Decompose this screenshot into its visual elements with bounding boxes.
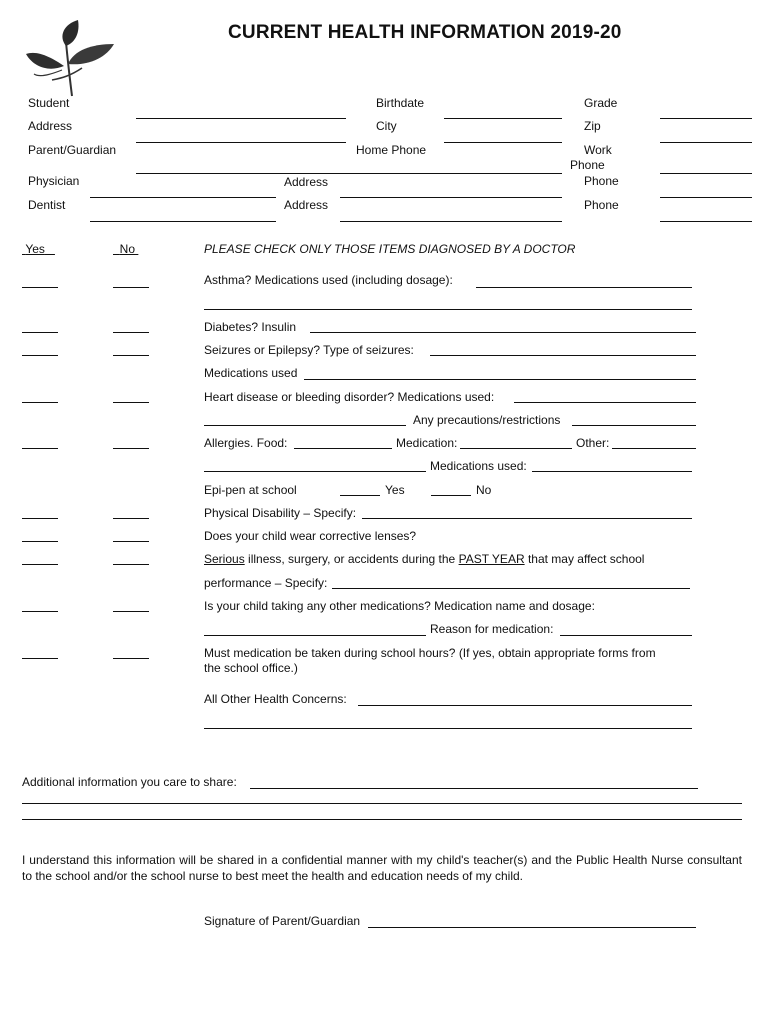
insulin-line[interactable] bbox=[310, 332, 696, 333]
allergy-food-line[interactable] bbox=[294, 448, 392, 449]
heart-meds-line[interactable] bbox=[514, 402, 696, 403]
allergy-line-2[interactable] bbox=[204, 471, 426, 472]
work-phone-label-1: Work bbox=[584, 143, 612, 157]
other-meds-label: Is your child taking any other medications? Medication name and dosage: bbox=[204, 599, 595, 613]
seizure-type-line[interactable] bbox=[430, 355, 696, 356]
allergies-yes[interactable] bbox=[22, 448, 58, 449]
parent-line[interactable] bbox=[136, 173, 562, 174]
epipen-yes-line[interactable] bbox=[340, 495, 380, 496]
allergy-meds-used-label: Medications used: bbox=[430, 459, 527, 473]
school-hours-yes[interactable] bbox=[22, 658, 58, 659]
other-meds-no[interactable] bbox=[113, 611, 149, 612]
performance-line[interactable] bbox=[332, 588, 690, 589]
grade-label: Grade bbox=[584, 96, 618, 110]
dentist-phone-line[interactable] bbox=[660, 221, 752, 222]
seizures-label: Seizures or Epilepsy? Type of seizures: bbox=[204, 343, 414, 357]
parent-label: Parent/Guardian bbox=[28, 143, 117, 157]
other-meds-yes[interactable] bbox=[22, 611, 58, 612]
school-hours-no[interactable] bbox=[113, 658, 149, 659]
epipen-no-line[interactable] bbox=[431, 495, 471, 496]
other-concerns-label: All Other Health Concerns: bbox=[204, 692, 347, 706]
work-phone-label-2: Phone bbox=[570, 158, 605, 172]
seizure-meds-line[interactable] bbox=[304, 379, 696, 380]
lenses-no[interactable] bbox=[113, 541, 149, 542]
precautions-label: Any precautions/restrictions bbox=[413, 413, 561, 427]
physical-no[interactable] bbox=[113, 518, 149, 519]
physician-phone-line[interactable] bbox=[660, 197, 752, 198]
birthdate-label: Birthdate bbox=[376, 96, 425, 110]
leaf-sprout-icon bbox=[22, 18, 118, 98]
allergy-medication-label: Medication: bbox=[396, 436, 458, 450]
signature-label: Signature of Parent/Guardian bbox=[204, 914, 361, 928]
serious-end: that may affect school bbox=[524, 552, 645, 566]
other-concerns-line-1[interactable] bbox=[358, 705, 692, 706]
diabetes-yes[interactable] bbox=[22, 332, 58, 333]
asthma-yes[interactable] bbox=[22, 287, 58, 288]
serious-word: Serious bbox=[204, 552, 245, 566]
epipen-no-label: No bbox=[476, 483, 492, 497]
student-line[interactable] bbox=[136, 118, 346, 119]
serious-yes[interactable] bbox=[22, 564, 58, 565]
past-year: PAST YEAR bbox=[458, 552, 525, 566]
seizures-no[interactable] bbox=[113, 355, 149, 356]
allergy-medication-line[interactable] bbox=[460, 448, 572, 449]
performance-label: performance – Specify: bbox=[204, 576, 328, 590]
asthma-line-2[interactable] bbox=[204, 309, 692, 310]
instruction-text: PLEASE CHECK ONLY THOSE ITEMS DIAGNOSED BY A DOCTOR bbox=[204, 242, 576, 256]
dentist-phone-label: Phone bbox=[584, 198, 619, 212]
physical-label: Physical Disability – Specify: bbox=[204, 506, 357, 520]
leaf-sprout-logo bbox=[22, 18, 118, 98]
heart-yes[interactable] bbox=[22, 402, 58, 403]
other-meds-line[interactable] bbox=[204, 635, 426, 636]
physical-yes[interactable] bbox=[22, 518, 58, 519]
asthma-label: Asthma? Medications used (including dosage): bbox=[204, 273, 453, 287]
student-label: Student bbox=[28, 96, 70, 110]
yes-header: Yes bbox=[25, 242, 45, 256]
diabetes-no[interactable] bbox=[113, 332, 149, 333]
address-label: Address bbox=[28, 119, 73, 133]
heart-label: Heart disease or bleeding disorder? Medications used: bbox=[204, 390, 495, 404]
physician-phone-label: Phone bbox=[584, 174, 619, 188]
additional-label: Additional information you care to share: bbox=[22, 775, 237, 789]
dentist-label: Dentist bbox=[28, 198, 66, 212]
seizures-yes[interactable] bbox=[22, 355, 58, 356]
precautions-line[interactable] bbox=[572, 425, 696, 426]
reason-line[interactable] bbox=[560, 635, 692, 636]
additional-line-1[interactable] bbox=[250, 788, 698, 789]
heart-line-2[interactable] bbox=[204, 425, 406, 426]
dentist-address-line[interactable] bbox=[340, 221, 562, 222]
additional-line-3[interactable] bbox=[22, 819, 742, 820]
dentist-address-label: Address bbox=[284, 198, 329, 212]
work-phone-line[interactable] bbox=[660, 173, 752, 174]
heart-no[interactable] bbox=[113, 402, 149, 403]
no-header: No bbox=[119, 242, 136, 256]
lenses-label: Does your child wear corrective lenses? bbox=[204, 529, 417, 543]
consent-statement: I understand this information will be shared in a confidential manner with my child's teacher(s) and the Public Health Nurse consultant to the school and/or the school nurse to best meet the health and education needs of my child. bbox=[22, 853, 742, 883]
grade-line[interactable] bbox=[660, 118, 752, 119]
home-phone-label: Home Phone bbox=[356, 143, 427, 157]
birthdate-line[interactable] bbox=[444, 118, 562, 119]
reason-label: Reason for medication: bbox=[430, 622, 554, 636]
signature-line[interactable] bbox=[368, 927, 696, 928]
additional-line-2[interactable] bbox=[22, 803, 742, 804]
address-line[interactable] bbox=[136, 142, 346, 143]
physician-label: Physician bbox=[28, 174, 80, 188]
school-hours-label-2: the school office.) bbox=[204, 661, 298, 675]
zip-label: Zip bbox=[584, 119, 601, 133]
city-line[interactable] bbox=[444, 142, 562, 143]
allergy-meds-used-line[interactable] bbox=[532, 471, 692, 472]
page-title: CURRENT HEALTH INFORMATION 2019-20 bbox=[228, 22, 622, 43]
seizure-meds-label: Medications used bbox=[204, 366, 298, 380]
physician-address-line[interactable] bbox=[340, 197, 562, 198]
epipen-label: Epi-pen at school bbox=[204, 483, 297, 497]
physician-line[interactable] bbox=[90, 197, 276, 198]
epipen-yes-label: Yes bbox=[385, 483, 405, 497]
asthma-line-1[interactable] bbox=[476, 287, 692, 288]
zip-line[interactable] bbox=[660, 142, 752, 143]
allergy-other-label: Other: bbox=[576, 436, 610, 450]
lenses-yes[interactable] bbox=[22, 541, 58, 542]
allergies-label: Allergies. Food: bbox=[204, 436, 288, 450]
asthma-no[interactable] bbox=[113, 287, 149, 288]
city-label: City bbox=[376, 119, 397, 133]
serious-mid: illness, surgery, or accidents during the bbox=[244, 552, 459, 566]
dentist-line[interactable] bbox=[90, 221, 276, 222]
physical-line[interactable] bbox=[362, 518, 692, 519]
allergies-no[interactable] bbox=[113, 448, 149, 449]
other-concerns-line-2[interactable] bbox=[204, 728, 692, 729]
allergy-other-line[interactable] bbox=[612, 448, 696, 449]
school-hours-label-1: Must medication be taken during school hours? (If yes, obtain appropriate forms from bbox=[204, 646, 656, 660]
diabetes-label: Diabetes? Insulin bbox=[204, 320, 297, 334]
serious-no[interactable] bbox=[113, 564, 149, 565]
serious-label bbox=[204, 552, 644, 566]
physician-address-label: Address bbox=[284, 175, 329, 189]
